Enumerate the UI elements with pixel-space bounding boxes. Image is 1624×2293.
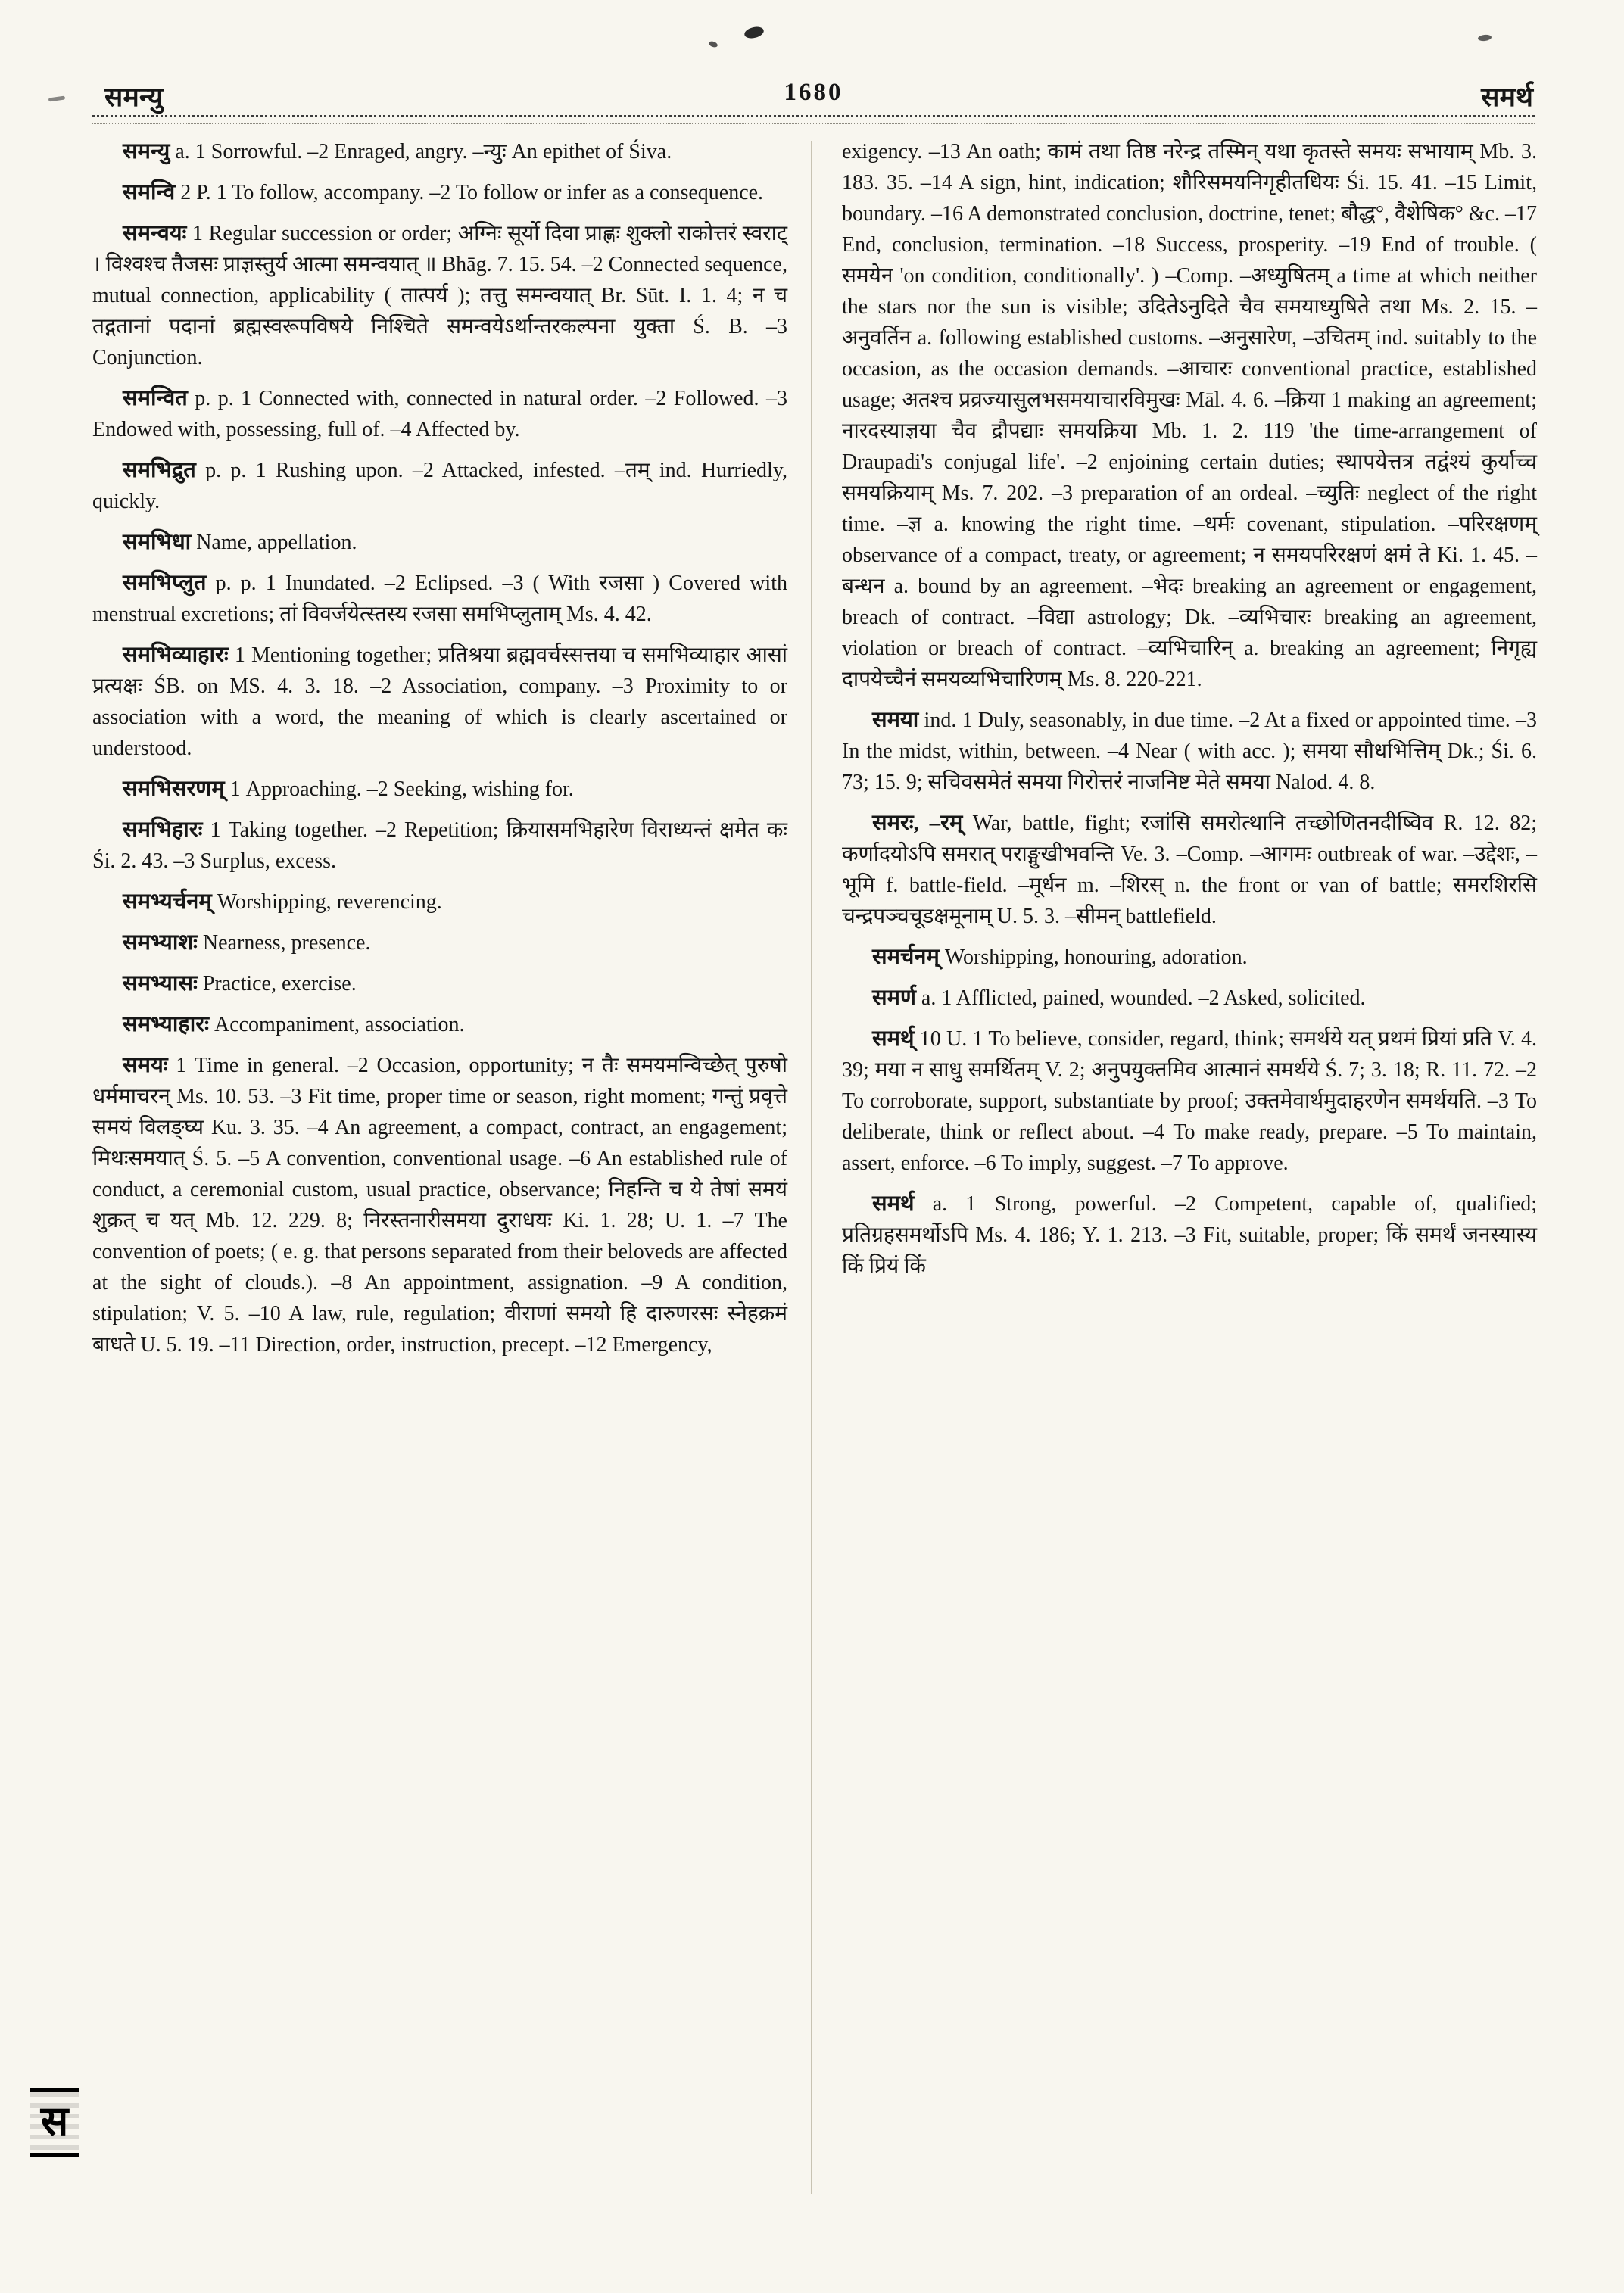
dictionary-entry <box>92 886 787 918</box>
entry-headword: समन्वयः <box>123 221 187 245</box>
entry-headword: समर्थ <box>872 1192 915 1216</box>
guide-word-left: समन्यु <box>104 82 164 112</box>
entry-headword: समभिव्याहारः <box>123 643 229 667</box>
entry-body: War, battle, fight; रजांसि समरोत्थानि तच्छोणितनदीष्विव R. 12. 82; कर्णादयोऽपि समरात् पराङ्मुखीभवन्ति Ve. 3. –Comp. –आगमः outbreak of war. –उद्देशः, –भूमि f. battle-field. –मूर्धन m. –शिरस् n. the front or van of battle; समरशिरसि चन्द्रपञ्चचूडक्षमूनाम् U. 5. 3. –सीमन् battlefield. <box>842 812 1537 928</box>
entry-headword: समरः, –रम् <box>872 811 963 835</box>
column-divider <box>811 141 812 2194</box>
entry-headword: समयः <box>123 1053 168 1077</box>
page-header <box>92 77 1535 117</box>
entry-body: 2 P. 1 To follow, accompany. –2 To follow or infer as a consequence. <box>175 181 764 204</box>
entry-body: 1 Regular succession or order; अग्निः सूर्यो दिवा प्राह्णः शुक्लो राकोत्तरं स्वराट् । विश्वश्च तैजसः प्राज्ञस्तुर्य आत्मा समन्वयात् ॥ Bhāg. 7. 15. 54. –2 Connected sequence, mutual connection, applicability ( तात्पर्य ); तत्तु समन्वयात् Br. Sūt. I. 1. 4; न च तद्गतानां पदानां ब्रह्मस्वरूपविषये निश्चिते समन्वयेऽर्थान्तरकल्पना युक्ता Ś. B. –3 Conjunction. <box>92 222 787 369</box>
entry-headword: समभ्याशः <box>123 930 198 955</box>
entry-body: a. 1 Afflicted, pained, wounded. –2 Asked, solicited. <box>915 986 1366 1010</box>
entry-headword: समभ्यासः <box>123 971 198 995</box>
dictionary-entry <box>842 1189 1537 1282</box>
printer-signature-mark: स <box>30 2088 79 2157</box>
scan-artifact <box>1478 34 1492 42</box>
dictionary-entry <box>842 1023 1537 1179</box>
entry-body: 1 Approaching. –2 Seeking, wishing for. <box>224 777 574 801</box>
dictionary-entry <box>842 808 1537 932</box>
entry-body: Accompaniment, association. <box>208 1013 465 1036</box>
entry-headword: समन्वि <box>123 180 176 204</box>
entry-body: 1 Taking together. –2 Repetition; क्रियासमभिहारेण विराध्यन्तं क्षमेत कः Śi. 2. 43. –3 Surplus, excess. <box>92 818 787 873</box>
entry-body: Practice, exercise. <box>197 972 357 995</box>
dictionary-entry <box>92 527 787 558</box>
entry-body: a. 1 Strong, powerful. –2 Competent, capable of, qualified; प्रतिग्रहसमर्थोऽपि Ms. 4. 186; Y. 1. 213. –3 Fit, suitable, proper; किं समर्थं जनस्यास्य किं प्रियं किं <box>842 1192 1537 1278</box>
page-number: 1680 <box>784 79 843 106</box>
entry-body: p. p. 1 Rushing upon. –2 Attacked, infested. –तम् ind. Hurriedly, quickly. <box>92 459 787 513</box>
dictionary-entry <box>92 383 787 445</box>
dictionary-entry <box>92 136 787 167</box>
dictionary-entry <box>842 705 1537 798</box>
entry-headword: समर्ण <box>872 986 916 1010</box>
entry-body: Worshipping, reverencing. <box>211 890 442 914</box>
scan-artifact <box>743 25 765 40</box>
entry-body: exigency. –13 An oath; कामं तथा तिष्ठ नरेन्द्र तस्मिन् यथा कृतस्ते समयः सभायाम् Mb. 3. 183. 35. –14 A sign, hint, indication; शौरिसमयनिगृहीतधियः Śi. 15. 41. –15 Limit, boundary. –16 A demonstrated conclusion, doctrine, tenet; बौद्ध°, वैशेषिक° &c. –17 End, conclusion, termination. –18 Success, prosperity. –19 End of trouble. ( समयेन 'on condition, conditionally'. ) –Comp. –अध्युषितम् a time at which neither the stars nor the sun is visible; उदितेऽनुदिते चैव समयाध्युषिते तथा Ms. 2. 15. –अनुवर्तिन a. following established customs. –अनुसारेण, –उचितम् ind. suitably to the occasion, as the occasion demands. –आचारः conventional practice, established usage; अतश्च प्रव्रज्यासुलभसमयाचारविमुखः Māl. 4. 6. –क्रिया 1 making an agreement; नारदस्याज्ञया चैव द्रौपद्याः समयक्रिया Mb. 1. 2. 119 'the time-arrangement of Draupadi's conjugal life'. –2 enjoining certain duties; स्थापयेत्तत्र तद्वंश्यं कुर्याच्च समयक्रियाम् Ms. 7. 202. –3 preparation of an ordeal. –च्युतिः neglect of the right time. –ज्ञ a. knowing the right time. –धर्मः covenant, stipulation. –परिरक्षणम् observance of a compact, treaty, or agreement; न समयपरिरक्षणं क्षमं ते Ki. 1. 45. –बन्धन a. bound by an agreement. –भेदः breaking an agreement or engagement, breach of contract. –विद्या astrology; Dk. –व्यभिचारः breaking an agreement, violation or breach of contract. –व्यभिचारिन् a. breaking an agreement; निगृह्य दापयेच्चैनं समयव्यभिचारिणम् Ms. 8. 220-221. <box>842 140 1537 691</box>
entry-body: Nearness, presence. <box>197 931 371 955</box>
entry-headword: समभिद्रुत <box>123 458 196 482</box>
column-right <box>842 136 1537 1291</box>
guide-word-right: समर्थ <box>1481 82 1533 112</box>
entry-body: Name, appellation. <box>191 531 357 554</box>
dictionary-entry <box>92 968 787 999</box>
scan-artifact <box>708 40 718 48</box>
dictionary-entry <box>92 177 787 208</box>
dictionary-entry <box>92 815 787 877</box>
entry-headword: समन्वित <box>123 386 188 410</box>
dictionary-entry <box>92 640 787 764</box>
dictionary-entry <box>842 983 1537 1014</box>
entry-body: ind. 1 Duly, seasonably, in due time. –2 At a fixed or appointed time. –3 In the midst, within, between. –4 Near ( with acc. ); समया सौधभित्तिम् Dk.; Śi. 6. 73; 15. 9; सचिवसमेतं समया गिरोत्तरं नाजनिष्ट मेते समया Nalod. 4. 8. <box>842 709 1537 794</box>
dictionary-entry <box>92 568 787 630</box>
dictionary-entry <box>92 218 787 373</box>
entry-body: 1 Mentioning together; प्रतिश्रया ब्रह्मवर्चस्सत्तया च समभिव्याहार आसां प्रत्यक्षः ŚB. on MS. 4. 3. 18. –2 Association, company. –3 Proximity to or association with a word, the meaning of which is clearly ascertained or understood. <box>92 643 787 760</box>
dictionary-entry <box>842 136 1537 695</box>
dictionary-entry <box>92 774 787 805</box>
entry-headword: समभ्यर्चनम् <box>123 889 212 914</box>
header-rule <box>92 115 1535 124</box>
entry-headword: समर्थ् <box>872 1027 915 1051</box>
entry-headword: समभिहारः <box>123 818 203 842</box>
entry-body: 10 U. 1 To believe, consider, regard, think; समर्थये यत् प्रथमं प्रियां प्रति V. 4. 39; मया न साधु समर्थितम् V. 2; अनुपयुक्तमिव आत्मानं समर्थये Ś. 7; 3. 18; R. 11. 72. –2 To corroborate, support, substantiate by proof; उक्तमेवार्थमुदाहरणेन समर्थयति. –3 To deliberate, think or reflect about. –4 To make ready, prepare. –5 To maintain, assert, enforce. –6 To imply, suggest. –7 To approve. <box>842 1027 1537 1175</box>
entry-headword: समभिधा <box>123 530 192 554</box>
dictionary-entry <box>92 927 787 958</box>
column-left <box>92 136 787 1370</box>
entry-headword: समया <box>872 708 919 732</box>
dictionary-entry <box>842 942 1537 973</box>
entry-headword: समर्चनम् <box>872 945 940 969</box>
entry-headword: समभ्याहारः <box>123 1012 209 1036</box>
entry-body: 1 Time in general. –2 Occasion, opportunity; न तैः समयमन्विच्छेत् पुरुषो धर्ममाचरन् Ms. 10. 53. –3 Fit time, proper time or season, right moment; गन्तुं प्रवृत्ते समयं विलङ्घ्य Ku. 3. 35. –4 An agreement, a compact, contract, an engagement; मिथःसमयात् Ś. 5. –5 A convention, conventional usage. –6 An established rule of conduct, a ceremonial custom, usual practice, observance; निहन्ति च ये तेषां समयं शुक्रत् च यत् Mb. 12. 229. 8; निरस्तनारीसमया दुराधयः Ki. 1. 28; U. 1. –7 The convention of poets; ( e. g. that persons separated from their beloveds are affected at the sight of clouds.). –8 An appointment, assignation. –9 A condition, stipulation; V. 5. –10 A law, rule, regulation; वीराणां समयो हि दारुणरसः स्नेहक्रमं बाधते U. 5. 19. –11 Direction, order, instruction, precept. –12 Emergency, <box>92 1054 787 1357</box>
entry-body: Worshipping, honouring, adoration. <box>939 946 1248 969</box>
dictionary-entry <box>92 1050 787 1360</box>
dictionary-entry <box>92 1009 787 1040</box>
scan-artifact <box>48 95 65 101</box>
entry-headword: समन्यु <box>123 139 170 164</box>
entry-body: a. 1 Sorrowful. –2 Enraged, angry. –न्युः An epithet of Śiva. <box>170 140 672 164</box>
entry-headword: समभिसरणम् <box>123 777 225 801</box>
entry-body: p. p. 1 Connected with, connected in natural order. –2 Followed. –3 Endowed with, possessing, full of. –4 Affected by. <box>92 387 787 441</box>
entry-headword: समभिप्लुत <box>123 571 207 595</box>
entry-body: p. p. 1 Inundated. –2 Eclipsed. –3 ( With रजसा ) Covered with menstrual excretions; तां विवर्जयेत्स्तस्य रजसा समभिप्लुताम् Ms. 4. 42. <box>92 572 787 626</box>
dictionary-entry <box>92 455 787 517</box>
